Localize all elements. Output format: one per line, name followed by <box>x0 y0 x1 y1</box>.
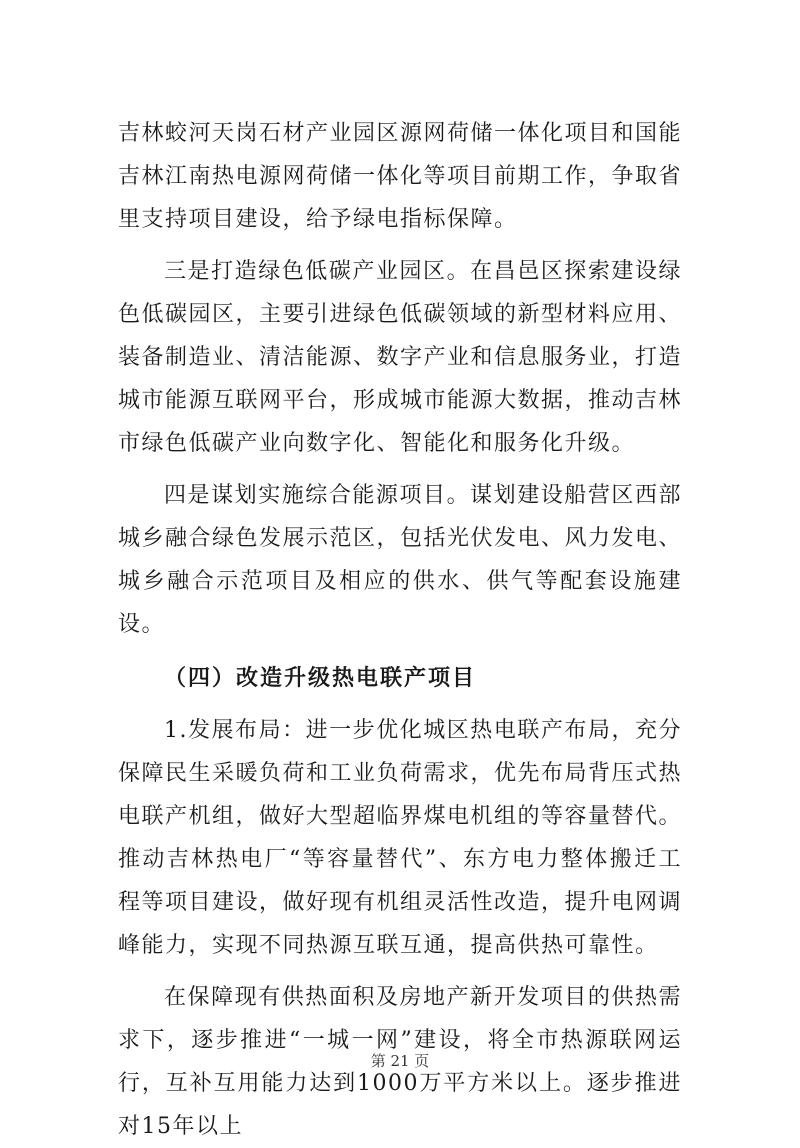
section-heading: （四）改造升级热电联产项目 <box>164 666 477 691</box>
paragraph-heating-network: 在保障现有供热面积及房地产新开发项目的供热需求下，逐步推进“一城一网”建设，将全市热源联网运行，互补互用能力达到1000万平方米以上。逐步推进对15年以上 <box>118 985 682 1139</box>
paragraph-continuation: 吉林蛟河天岗石材产业园区源网荷储一体化项目和国能吉林江南热电源网荷储一体化等项目前期工作，争取省里支持项目建设，给予绿电指标保障。 <box>118 121 683 232</box>
document-body <box>118 112 682 1148</box>
paragraph-energy-project: 四是谋划实施综合能源项目。谋划建设船营区西部城乡融合绿色发展示范区，包括光伏发电、风力发电、城乡融合示范项目及相应的供水、供气等配套设施建设。 <box>118 483 683 637</box>
paragraph-green-park: 三是打造绿色低碳产业园区。在昌邑区探索建设绿色低碳园区，主要引进绿色低碳领域的新型材料应用、装备制造业、清洁能源、数字产业和信息服务业，打造城市能源互联网平台，形成城市能源大数据，推动吉林市绿色低碳产业向数字化、智能化和服务化升级。 <box>118 259 683 456</box>
paragraph-layout: 1.发展布局：进一步优化城区热电联产布局，充分保障民生采暖负荷和工业负荷需求，优先布局背压式热电联产机组，做好大型超临界煤电机组的等容量替代。推动吉林热电厂“等容量替代”、东方电力整体搬迁工程等项目建设，做好现有机组灵活性改造，提升电网调峰能力，实现不同热源互联互通，提高供热可靠性。 <box>118 718 683 958</box>
page-number: 第 21 页 <box>370 1052 430 1070</box>
